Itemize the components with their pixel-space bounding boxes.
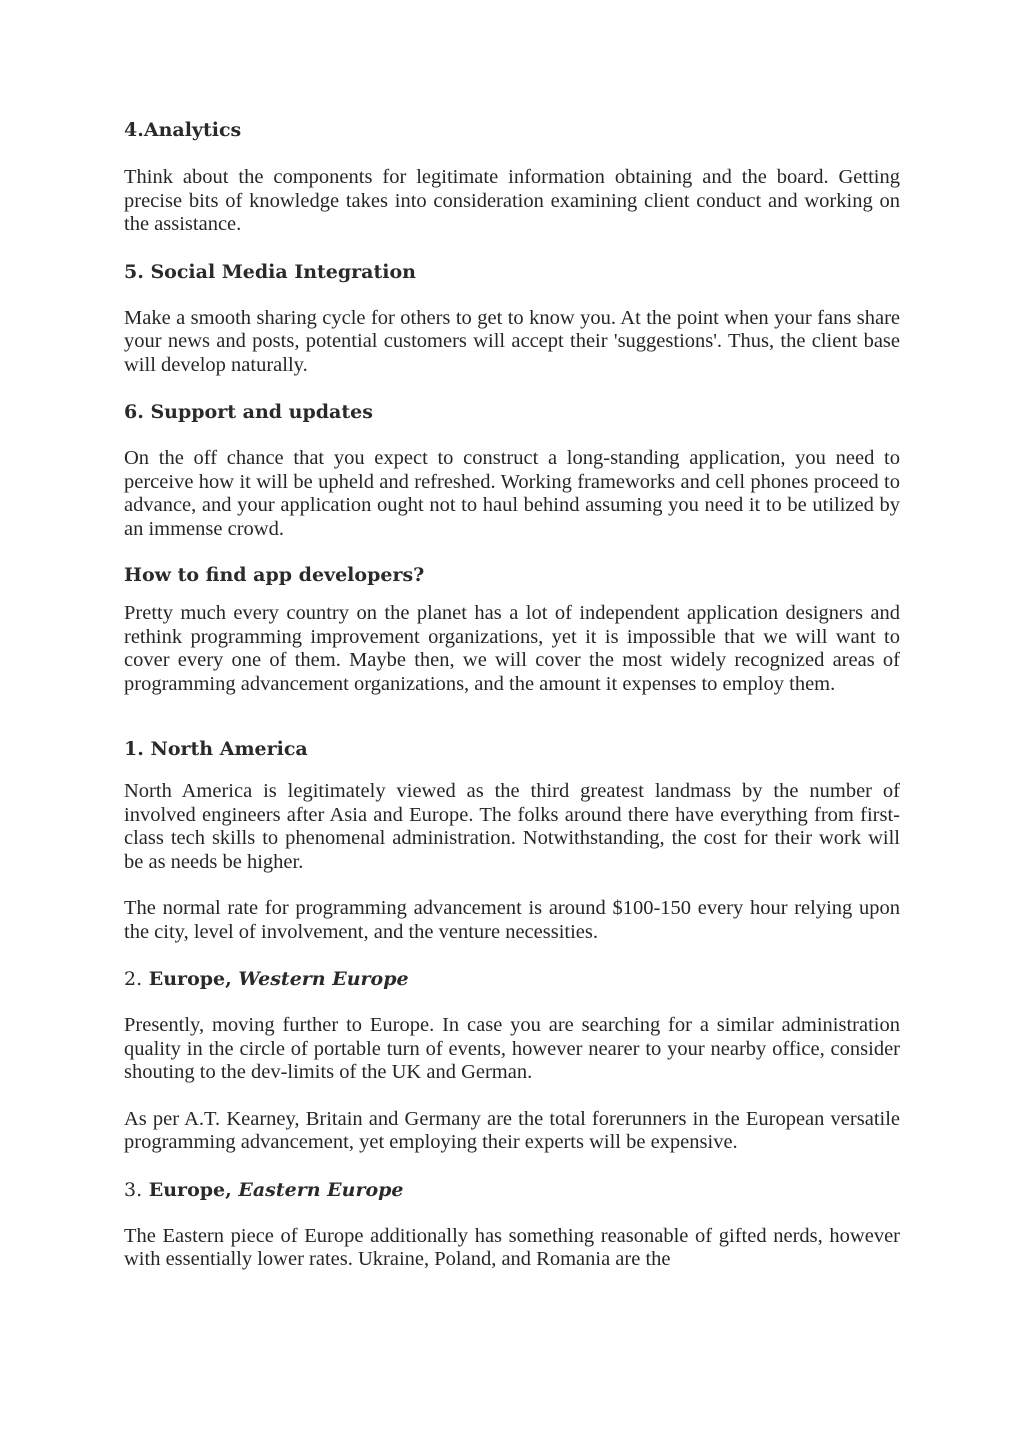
heading-italic-text: Eastern Europe	[238, 1178, 404, 1201]
paragraph-analytics: Think about the components for legitimate information obtaining and the board. Getting precise bits of knowledge takes into consideration examining client conduct and working on the assistance.	[124, 166, 900, 235]
paragraph-support: On the off chance that you expect to construct a long-standing application, you need to perceive how it will be upheld and refreshed. Working frameworks and cell phones proceed to advance, and your application ought not to haul behind assuming you need it to be utilized by an immense crowd.	[124, 447, 900, 540]
heading-how-to-find: How to find app developers?	[124, 564, 425, 586]
paragraph-western-europe-1: Presently, moving further to Europe. In case you are searching for a similar administration quality in the circle of portable turn of events, however nearer to your nearby office, consider shouting to the dev-limits of the UK and German.	[124, 1014, 900, 1083]
paragraph-eastern-europe: The Eastern piece of Europe additionally has something reasonable of gifted nerds, however with essentially lower rates. Ukraine, Poland, and Romania are the	[124, 1224, 900, 1270]
paragraph-north-america-1: North America is legitimately viewed as the third greatest landmass by the number of involved engineers after Asia and Europe. The folks around there have everything from first-class tech skills to phenomenal administration. Notwithstanding, the cost for their work will be as needs be higher.	[124, 780, 900, 873]
paragraph-western-europe-2: As per A.T. Kearney, Britain and Germany are the total forerunners in the European versatile programming advancement, yet employing their experts will be expensive.	[124, 1107, 900, 1153]
paragraph-how-to-find: Pretty much every country on the planet has a lot of independent application designers and rethink programming improvement organizations, yet it is impossible that we will want to cover every one of them. Maybe then, we will cover the most widely recognized areas of programming advancement organizations, and the amount it expenses to employ them.	[124, 602, 900, 695]
paragraph-north-america-2: The normal rate for programming advancement is around $100-150 every hour relying upon the city, level of involvement, and the venture necessities.	[124, 897, 900, 943]
document-page	[124, 118, 900, 1272]
heading-bold-text: Europe,	[148, 968, 232, 990]
heading-western-europe	[124, 967, 900, 991]
heading-north-america: 1. North America	[124, 738, 308, 760]
heading-eastern-europe	[124, 1178, 900, 1202]
heading-support-and-updates: 6. Support and updates	[124, 401, 373, 423]
heading-number: 3.	[124, 1178, 143, 1201]
paragraph-social-media: Make a smooth sharing cycle for others to get to know you. At the point when your fans share your news and posts, potential customers will accept their 'suggestions'. Thus, the client base will develop naturally.	[124, 306, 900, 376]
heading-bold-text: Europe,	[148, 1178, 232, 1201]
heading-number: 2.	[124, 968, 143, 990]
heading-analytics: 4.Analytics	[124, 119, 242, 141]
heading-social-media-integration: 5. Social Media Integration	[124, 260, 416, 283]
heading-italic-text: Western Europe	[238, 968, 409, 990]
